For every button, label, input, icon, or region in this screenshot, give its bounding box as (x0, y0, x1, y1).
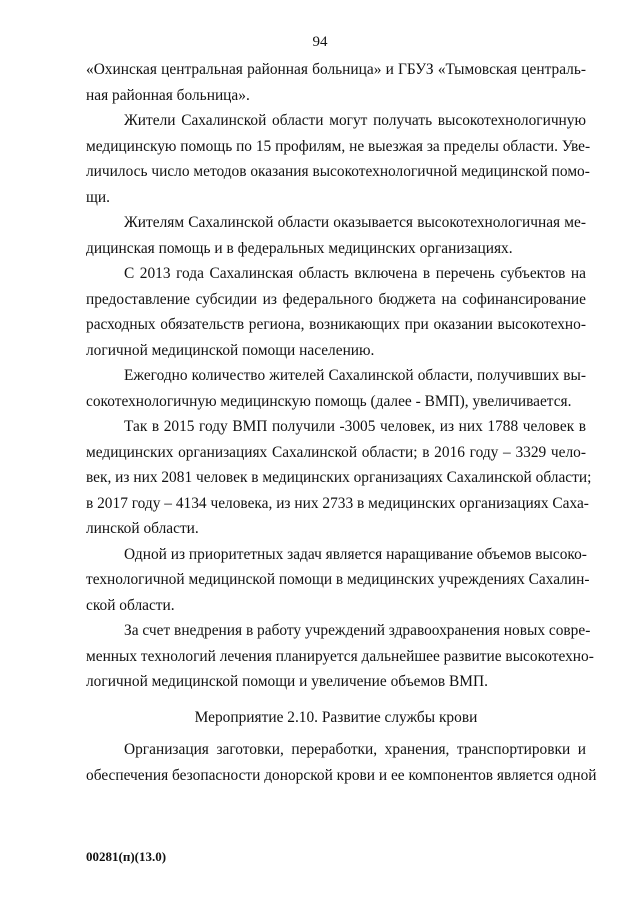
paragraph-line: личилось число методов оказания высокотехнологичной медицинской помо- (86, 163, 590, 180)
paragraph (86, 261, 586, 363)
paragraphs-container (86, 57, 594, 695)
paragraph-line: Жителям Сахалинской области оказывается высокотехнологичная ме- (124, 214, 586, 231)
paragraph-line: «Охинская центральная районная больница» и ГБУЗ «Тымовская централь- (86, 61, 586, 78)
section-heading: Мероприятие 2.10. Развитие службы крови (194, 708, 478, 726)
paragraph-line: С 2013 года Сахалинская область включена в перечень субъектов на (124, 265, 586, 282)
paragraph (86, 57, 586, 108)
paragraph (86, 210, 586, 261)
paragraph-line: менных технологий лечения планируется дальнейшее развитие высокотехно- (86, 647, 594, 665)
paragraph-line: медицинских организациях Сахалинской области; в 2016 году – 3329 чело- (86, 443, 586, 461)
paragraph (86, 363, 586, 414)
document-body (86, 57, 597, 788)
paragraph-line: Жители Сахалинской области могут получать высокотехнологичную (124, 112, 586, 129)
paragraph-line: дицинская помощь и в федеральных медицинских организациях. (86, 239, 513, 257)
paragraph-line: логичной медицинской помощи населению. (86, 341, 375, 359)
paragraph (86, 414, 592, 542)
paragraph-line: сокотехнологичную медицинскую помощь (далее - ВМП), увеличивается. (86, 392, 572, 410)
paragraph-line: щи. (86, 188, 110, 206)
paragraph-line: ской области. (86, 596, 175, 614)
paragraph-line: век, из них 2081 человек в медицинских организациях Сахалинской области; (86, 469, 592, 486)
paragraph-line: Организация заготовки, переработки, хранения, транспортировки и (124, 741, 586, 758)
page-number: 94 (312, 34, 328, 50)
paragraph-line: логичной медицинской помощи и увеличение объемов ВМП. (86, 673, 488, 690)
paragraph-line: в 2017 году – 4134 человека, из них 2733 в медицинских организациях Саха- (86, 494, 589, 512)
paragraph-line: Ежегодно количество жителей Сахалинской области, получивших вы- (124, 367, 586, 384)
trailing-paragraph-container (86, 737, 597, 788)
paragraph (86, 737, 597, 788)
paragraph-line: предоставление субсидии из федерального бюджета на софинансирование (86, 290, 586, 308)
paragraph (86, 108, 591, 210)
paragraph-line: Одной из приоритетных задач является наращивание объемов высоко- (124, 545, 587, 563)
paragraph-line: линской области. (86, 520, 199, 537)
paragraph-line: технологичной медицинской помощи в медицинских учреждениях Сахалин- (86, 571, 590, 588)
paragraph-line: медицинскую помощь по 15 профилям, не выезжая за пределы области. Уве- (86, 137, 591, 155)
paragraph-line: ная районная больница». (86, 86, 250, 104)
paragraph-line: обеспечения безопасности донорской крови и ее компонентов является одной (86, 766, 597, 784)
paragraph (86, 542, 590, 619)
paragraph (86, 618, 594, 695)
paragraph-line: За счет внедрения в работу учреждений здравоохранения новых совре- (124, 622, 591, 639)
paragraph-line: Так в 2015 году ВМП получили -3005 человек, из них 1788 человек в (124, 418, 586, 435)
document-code: 00281(п)(13.0) (86, 849, 167, 864)
paragraph-line: расходных обязательств региона, возникающих при оказании высокотехно- (86, 316, 586, 333)
